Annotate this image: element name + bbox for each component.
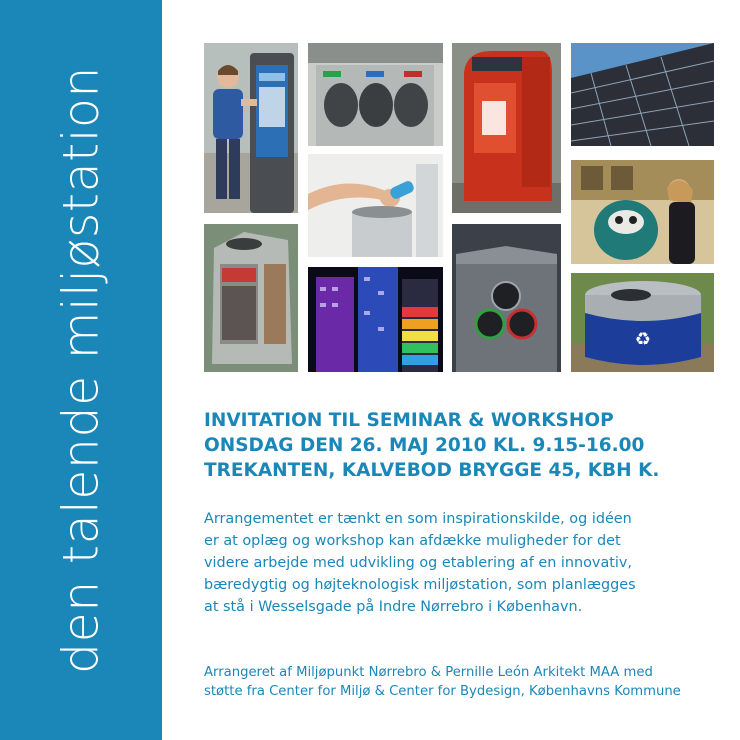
description-paragraph [204,508,724,618]
photo-three-hole-bin [452,224,561,372]
invitation-line-3: TREKANTEN, KALVEBOD BRYGGE 45, KBH K. [204,460,660,481]
photo-advertising-bin [204,224,298,372]
description-line-5: at stå i Wesselsgade på Indre Nørrebro i København. [204,599,583,615]
invitation-line-2: ONSDAG DEN 26. MAJ 2010 KL. 9.15-16.00 [204,435,645,456]
description-line-4: bæredygtig og højteknologisk miljøstation, som planlægges [204,577,636,593]
photo-sorting-bins [308,43,443,146]
photo-lit-building [308,267,443,372]
photo-red-compactor [452,43,561,213]
invitation-line-1: INVITATION TIL SEMINAR & WORKSHOP [204,410,614,431]
svg-text:♻: ♻ [634,329,652,350]
sidebar-band [0,0,162,740]
description-line-2: er at oplæg og workshop kan afdække muligheder for det [204,533,621,549]
vertical-title: den talende miljøstation [52,66,110,674]
credits-line-2: støtte fra Center for Miljø & Center for Bydesign, Københavns Kommune [204,684,681,699]
description-line-3: videre arbejde med udvikling og etablering af en innovativ, [204,555,633,571]
photo-solar-panels [571,43,714,146]
description-line-1: Arrangementet er tænkt en som inspirationskilde, og idéen [204,511,632,527]
invitation-heading [204,408,724,483]
credits-line-1: Arrangeret af Miljøpunkt Nørrebro & Pernille León Arkitekt MAA med [204,665,653,680]
photo-hand-bottle [308,154,443,257]
photo-boy-touchscreen [204,43,298,213]
photo-blue-recycling-bin [571,273,714,372]
photo-robot-bin [571,160,714,264]
credits-paragraph [204,663,724,701]
